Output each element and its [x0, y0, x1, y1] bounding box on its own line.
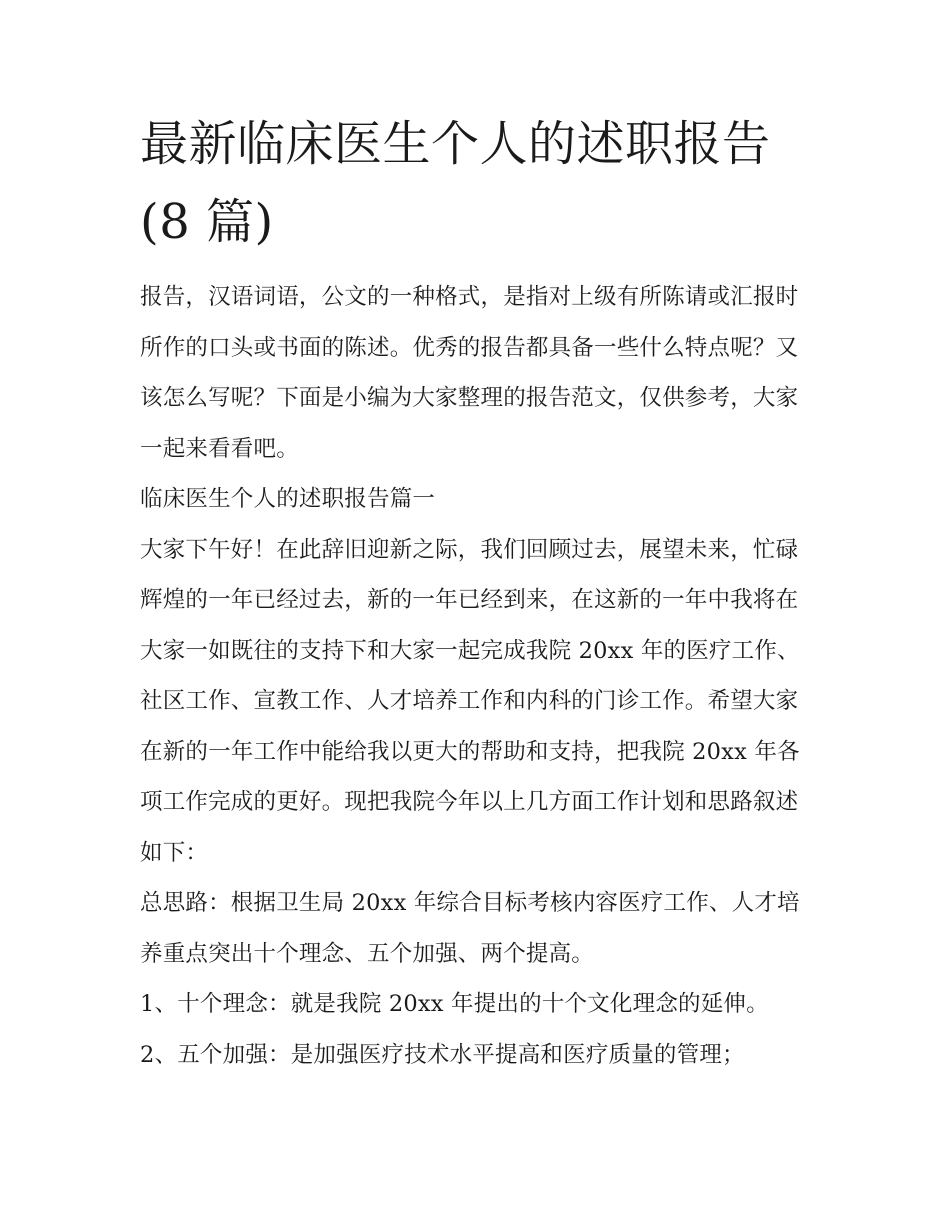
document-title: [140, 112, 820, 254]
document-body: [140, 272, 820, 1080]
title-count: (8 篇): [140, 194, 274, 250]
title-line-1: 最新临床医生个人的述职报告: [140, 116, 771, 172]
title-line-2: [140, 190, 820, 254]
document-page: [140, 112, 820, 1080]
section-heading: 临床医生个人的述职报告篇一: [140, 486, 436, 512]
list-item: 2、五个加强：是加强医疗技术水平提高和医疗质量的管理；: [140, 1041, 745, 1068]
body-paragraph: 总思路：根据卫生局 20xx 年综合目标考核内容医疗工作、人才培养重点突出十个理念、五个加强、两个提高。: [140, 890, 800, 967]
body-paragraph: 大家下午好！在此辞旧迎新之际，我们回顾过去，展望未来，忙碌辉煌的一年已经过去，新的一年已经到来，在这新的一年中我将在大家一如既往的支持下和大家一起完成我院 20xx 年的医疗工作、社区工作、宣教工作、人才培养工作和内科的门诊工作。希望大家在新的一年工作中能给我以更大的帮助和支持，把我院 20xx 年各项工作完成的更好。现把我院今年以上几方面工作计划和思路叙述如下：: [140, 536, 800, 866]
list-item: 1、十个理念：就是我院 20xx 年提出的十个文化理念的延伸。: [140, 991, 769, 1017]
intro-paragraph: 报告，汉语词语，公文的一种格式，是指对上级有所陈请或汇报时所作的口头或书面的陈述。优秀的报告都具备一些什么特点呢？又该怎么写呢？下面是小编为大家整理的报告范文，仅供参考，大家一起来看看吧。: [140, 284, 799, 462]
